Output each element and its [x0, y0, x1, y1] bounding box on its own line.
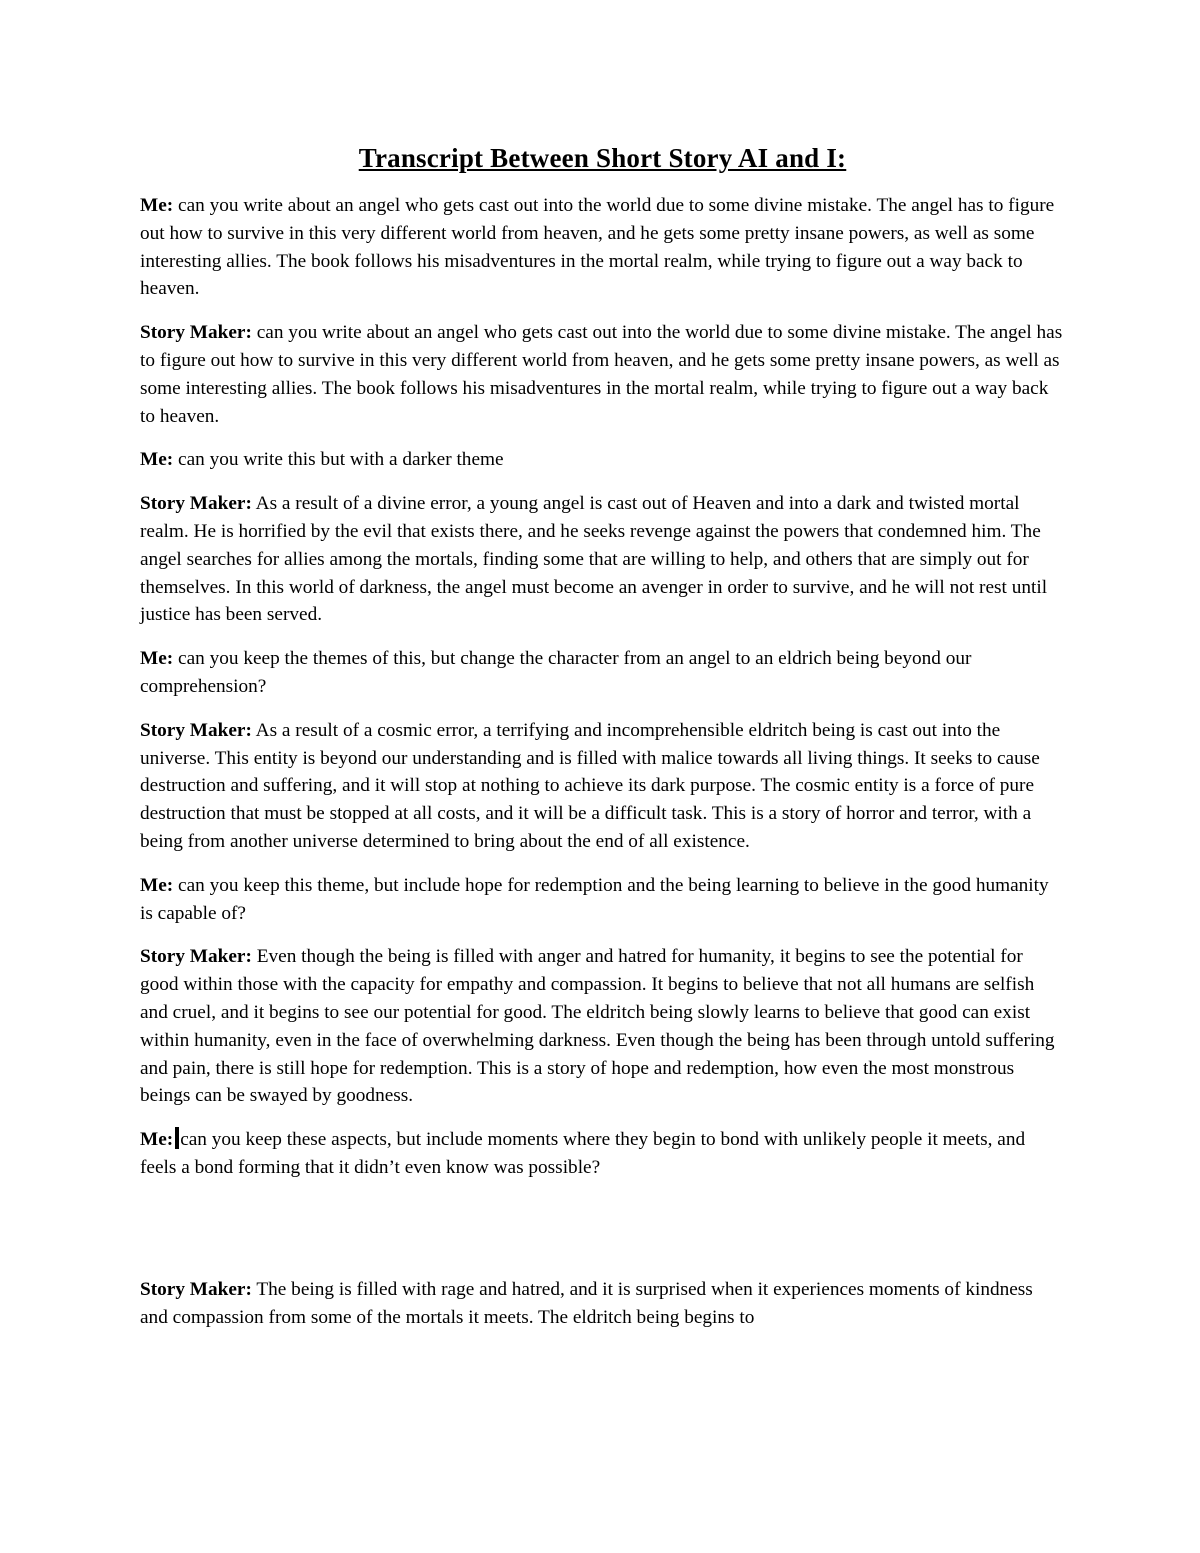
entry-text: can you keep the themes of this, but change the character from an angel to an eldrich being beyond our comprehension? — [140, 648, 972, 697]
transcript-entry-9[interactable] — [140, 1126, 1065, 1182]
speaker-label: Story Maker: — [140, 1278, 252, 1300]
transcript-entry-10 — [140, 1276, 1065, 1332]
blank-space — [140, 1198, 1065, 1276]
transcript-entry-6 — [140, 717, 1065, 856]
speaker-label: Story Maker: — [140, 493, 252, 515]
entry-text: can you write this but with a darker theme — [178, 449, 504, 471]
text-cursor — [175, 1127, 179, 1149]
speaker-label: Me: — [140, 1129, 174, 1151]
speaker-label: Story Maker: — [140, 946, 252, 968]
speaker-label: Me: — [140, 449, 174, 471]
document-title: Transcript Between Short Story AI and I: — [358, 143, 847, 173]
speaker-label: Story Maker: — [140, 322, 252, 344]
entry-text: As a result of a cosmic error, a terrifying and incomprehensible eldritch being is cast out into the universe. This entity is beyond our understanding and is filled with malice towards all living things. It seeks to cause destruction and suffering, and it will stop at nothing to achieve its dark purpose. The cosmic entity is a force of pure destruction that must be stopped at all costs, and it will be a difficult task. This is a story of horror and terror, with a being from another universe determined to bring about the end of all existence. — [140, 719, 1040, 852]
document-page — [140, 138, 1065, 1347]
speaker-label: Me: — [140, 195, 174, 216]
entry-text: can you write about an angel who gets cast out into the world due to some divine mistake. The angel has to figure out how to survive in this very different world from heaven, and he gets some pretty insane powers, as well as some interesting allies. The book follows his misadventures in the mortal realm, while trying to figure out a way back to heaven. — [140, 195, 1055, 300]
transcript-entry-1 — [140, 192, 1065, 303]
transcript-entry-3 — [140, 446, 1065, 474]
transcript-entry-4 — [140, 490, 1065, 629]
speaker-label: Me: — [140, 648, 174, 670]
entry-text: The being is filled with rage and hatred, and it is surprised when it experiences moments of kindness and compassion from some of the mortals it meets. The eldritch being begins to — [140, 1278, 1033, 1328]
speaker-label: Story Maker: — [140, 719, 252, 741]
transcript-entry-5 — [140, 645, 1065, 701]
transcript-entry-2 — [140, 319, 1065, 430]
entry-text: Even though the being is filled with anger and hatred for humanity, it begins to see the potential for good within those with the capacity for empathy and compassion. It begins to believe that not all humans are selfish and cruel, and it begins to see our potential for good. The eldritch being slowly learns to believe that good can exist within humanity, even in the face of overwhelming darkness. Even though the being has been through untold suffering and pain, there is still hope for redemption. This is a story of hope and redemption, how even the most monstrous beings can be swayed by goodness. — [140, 946, 1055, 1107]
transcript-entry-7 — [140, 872, 1065, 928]
entry-text: can you write about an angel who gets cast out into the world due to some divine mistake. The angel has to figure out how to survive in this very different world from heaven, and he gets some pretty insane powers, as well as some interesting allies. The book follows his misadventures in the mortal realm, while trying to figure out a way back to heaven. — [140, 322, 1063, 427]
entry-text: can you keep this theme, but include hope for redemption and the being learning to believe in the good humanity is capable of? — [140, 874, 1049, 924]
speaker-label: Me: — [140, 874, 174, 896]
transcript-entry-8 — [140, 943, 1065, 1110]
entry-text: As a result of a divine error, a young angel is cast out of Heaven and into a dark and twisted mortal realm. He is horrified by the evil that exists there, and he seeks revenge against the powers that condemned him. The angel searches for allies among the mortals, finding some that are willing to help, and others that are simply out for themselves. In this world of darkness, the angel must become an avenger in order to survive, and he will not rest until justice has been served. — [140, 493, 1048, 626]
entry-text[interactable]: can you keep these aspects, but include moments where they begin to bond with unlikely people it meets, and feels a bond forming that it didn’t even know was possible? — [140, 1129, 1026, 1178]
